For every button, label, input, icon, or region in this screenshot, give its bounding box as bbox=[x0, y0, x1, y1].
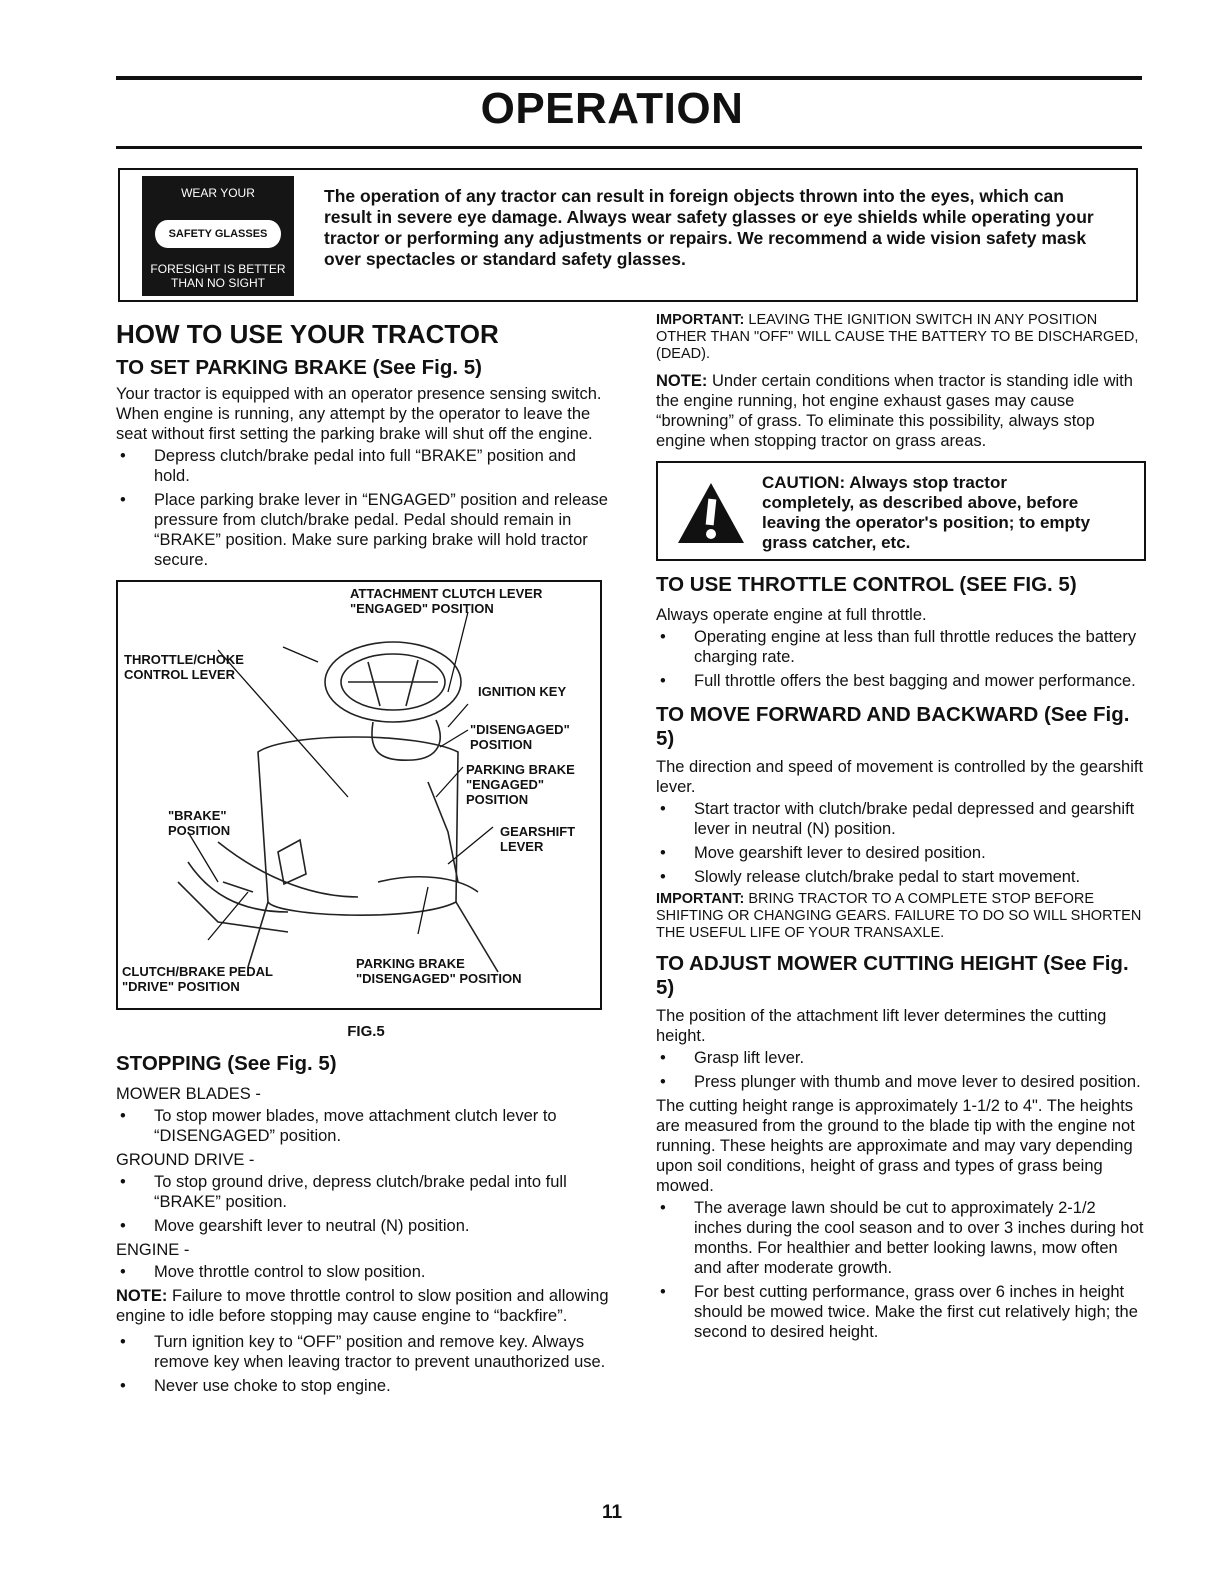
label-line: "DISENGAGED" bbox=[470, 722, 570, 737]
label-brake-position bbox=[168, 808, 230, 838]
mower-blades-label: MOWER BLADES - bbox=[116, 1085, 261, 1103]
important-text: BRING TRACTOR TO A COMPLETE STOP BEFORE SHIFTING OR CHANGING GEARS. FAILURE TO DO SO WILL SHORTEN THE USEFUL LIFE OF YOUR TRANSAXLE. bbox=[656, 891, 1142, 941]
figure-5-tractor-controls bbox=[116, 580, 602, 1010]
page-title: OPERATION bbox=[480, 84, 744, 133]
parking-brake-list bbox=[116, 446, 616, 570]
badge-bottom bbox=[142, 262, 294, 290]
label-disengaged-position bbox=[470, 722, 570, 752]
important-label: IMPORTANT: bbox=[656, 891, 745, 907]
important-ignition bbox=[656, 312, 1146, 363]
note-text: Failure to move throttle control to slow position and allowing engine to idle before stopping may cause engine to “backfire”. bbox=[116, 1287, 609, 1325]
list-item: • Slowly release clutch/brake pedal to start movement. bbox=[656, 867, 1146, 887]
list-item: • Never use choke to stop engine. bbox=[116, 1376, 616, 1396]
label-line: CLUTCH/BRAKE PEDAL bbox=[122, 964, 273, 979]
height-list bbox=[656, 1048, 1146, 1092]
height-final-list bbox=[656, 1198, 1146, 1342]
label-attachment-clutch bbox=[350, 586, 542, 616]
list-item: • Move gearshift lever to neutral (N) position. bbox=[116, 1216, 616, 1236]
safety-warning-box bbox=[118, 168, 1138, 302]
label-parking-brake-engaged bbox=[466, 762, 575, 807]
badge-bottom-line-2: THAN NO SIGHT bbox=[170, 276, 265, 290]
label-line: "BRAKE" bbox=[168, 808, 227, 823]
list-item: • Start tractor with clutch/brake pedal depressed and gearshift lever in neutral (N) position. bbox=[656, 799, 1146, 839]
top-rule bbox=[116, 76, 1142, 80]
label-ignition-key: IGNITION KEY bbox=[478, 684, 567, 699]
title-underline bbox=[116, 146, 1142, 149]
label-line: "ENGAGED" bbox=[466, 777, 545, 792]
list-item: • Move gearshift lever to desired position. bbox=[656, 843, 1146, 863]
list-item: • Place parking brake lever in “ENGAGED” position and release pressure from clutch/brake pedal. Pedal should remain in “BRAKE” position. Make sure parking brake will hold tractor secure. bbox=[116, 490, 616, 570]
move-intro: The direction and speed of movement is controlled by the gearshift lever. bbox=[656, 758, 1144, 796]
parking-brake-intro: Your tractor is equipped with an operator presence sensing switch. When engine is running, any attempt by the operator to leave the seat without first setting the parking brake will shut off the engine. bbox=[116, 385, 602, 443]
label-parking-brake-disengaged bbox=[356, 956, 521, 986]
move-list bbox=[656, 799, 1146, 887]
safety-warning-text: The operation of any tractor can result in foreign objects thrown into the eyes, which can result in severe eye damage. Always wear safety glasses or eye shields while operating your tractor or performing any adjustments or repairs. We recommend a wide vision safety mask over spectacles or standard safety glasses. bbox=[324, 186, 1094, 269]
page-number: 11 bbox=[601, 1502, 623, 1523]
throttle-intro: Always operate engine at full throttle. bbox=[656, 606, 927, 624]
height-intro: The position of the attachment lift lever determines the cutting height. bbox=[656, 1007, 1107, 1045]
note-label: NOTE: bbox=[116, 1287, 168, 1305]
right-column bbox=[656, 312, 1146, 1346]
label-line: "ENGAGED" POSITION bbox=[350, 601, 494, 616]
label-line: POSITION bbox=[466, 792, 529, 807]
stopping-heading: STOPPING (See Fig. 5) bbox=[116, 1052, 337, 1075]
list-item: • Full throttle offers the best bagging and mower performance. bbox=[656, 671, 1146, 691]
figure-caption: FIG.5 bbox=[347, 1023, 385, 1040]
height-range-text: The cutting height range is approximately 1-1/2 to 4". The heights are measured from the ground to the blade tip with the engine not running. These heights are approximate and may vary depending upon soil conditions, height of grass and types of grass being mowed. bbox=[656, 1097, 1135, 1195]
final-stopping-list bbox=[116, 1332, 616, 1396]
parking-brake-heading: TO SET PARKING BRAKE (See Fig. 5) bbox=[116, 356, 483, 379]
stopping-note bbox=[116, 1286, 616, 1326]
list-item: • Turn ignition key to “OFF” position and remove key. Always remove key when leaving tractor to prevent unauthorized use. bbox=[116, 1332, 616, 1372]
important-gears bbox=[656, 891, 1146, 942]
badge-mid-text: SAFETY GLASSES bbox=[155, 220, 282, 248]
note-text: Under certain conditions when tractor is standing idle with the engine running, hot engine exhaust gases may cause “browning” of grass. To eliminate this possibility, always stop engine when stopping tractor on grass areas. bbox=[656, 372, 1133, 450]
label-line: GEARSHIFT bbox=[500, 824, 576, 839]
label-line: THROTTLE/CHOKE bbox=[124, 652, 244, 667]
label-line: ATTACHMENT CLUTCH LEVER bbox=[350, 586, 543, 601]
mower-blades-list bbox=[116, 1106, 616, 1146]
throttle-heading: TO USE THROTTLE CONTROL (SEE FIG. 5) bbox=[656, 573, 1077, 596]
badge-bottom-line-1: FORESIGHT IS BETTER bbox=[150, 262, 286, 276]
list-item: • For best cutting performance, grass over 6 inches in height should be mowed twice. Make the first cut relatively high; the second to desired height. bbox=[656, 1282, 1146, 1342]
move-heading: TO MOVE FORWARD AND BACKWARD (See Fig. 5) bbox=[656, 703, 1130, 750]
ground-drive-label: GROUND DRIVE - bbox=[116, 1151, 255, 1169]
list-item: • Press plunger with thumb and move lever to desired position. bbox=[656, 1072, 1146, 1092]
label-line: POSITION bbox=[168, 823, 231, 838]
badge-top-text: WEAR YOUR bbox=[181, 186, 255, 200]
engine-label: ENGINE - bbox=[116, 1241, 190, 1259]
important-text: LEAVING THE IGNITION SWITCH IN ANY POSITION OTHER THAN "OFF" WILL CAUSE THE BATTERY TO BE DISCHARGED, (DEAD). bbox=[656, 312, 1139, 362]
label-line: LEVER bbox=[500, 839, 544, 854]
caution-box bbox=[656, 461, 1146, 561]
label-line: POSITION bbox=[470, 737, 533, 752]
list-item: • The average lawn should be cut to approximately 2-1/2 inches during the cool season and to over 3 inches during hot months. For healthier and better looking lawns, mow often and after moderate growth. bbox=[656, 1198, 1146, 1278]
list-item: • Grasp lift lever. bbox=[656, 1048, 1146, 1068]
list-item: • Operating engine at less than full throttle reduces the battery charging rate. bbox=[656, 627, 1146, 667]
label-line: "DISENGAGED" POSITION bbox=[356, 971, 522, 986]
ground-drive-list bbox=[116, 1172, 616, 1236]
list-item: • To stop mower blades, move attachment clutch lever to “DISENGAGED” position. bbox=[116, 1106, 616, 1146]
list-item: • Move throttle control to slow position. bbox=[116, 1262, 616, 1282]
label-line: "DRIVE" POSITION bbox=[122, 979, 240, 994]
warning-triangle-icon bbox=[676, 481, 746, 545]
label-gearshift-lever bbox=[500, 824, 575, 854]
label-clutch-brake-pedal bbox=[122, 964, 273, 994]
label-line: CONTROL LEVER bbox=[124, 667, 235, 682]
list-item: • To stop ground drive, depress clutch/brake pedal into full “BRAKE” position. bbox=[116, 1172, 616, 1212]
list-item: • Depress clutch/brake pedal into full “BRAKE” position and hold. bbox=[116, 446, 616, 486]
label-line: PARKING BRAKE bbox=[356, 956, 465, 971]
caution-text: CAUTION: Always stop tractor completely, as described above, before leaving the operator's position; to empty grass catcher, etc. bbox=[762, 473, 1091, 552]
important-label: IMPORTANT: bbox=[656, 312, 745, 328]
engine-list bbox=[116, 1262, 616, 1282]
note-label: NOTE: bbox=[656, 372, 708, 390]
glasses-icon bbox=[142, 216, 294, 252]
browning-note bbox=[656, 371, 1146, 451]
label-line: PARKING BRAKE bbox=[466, 762, 575, 777]
left-column bbox=[116, 318, 616, 1400]
label-throttle-choke bbox=[124, 652, 244, 682]
section-heading: HOW TO USE YOUR TRACTOR bbox=[116, 319, 499, 349]
safety-glasses-badge bbox=[142, 176, 294, 296]
height-heading: TO ADJUST MOWER CUTTING HEIGHT (See Fig. 5) bbox=[656, 952, 1129, 999]
throttle-list bbox=[656, 627, 1146, 691]
